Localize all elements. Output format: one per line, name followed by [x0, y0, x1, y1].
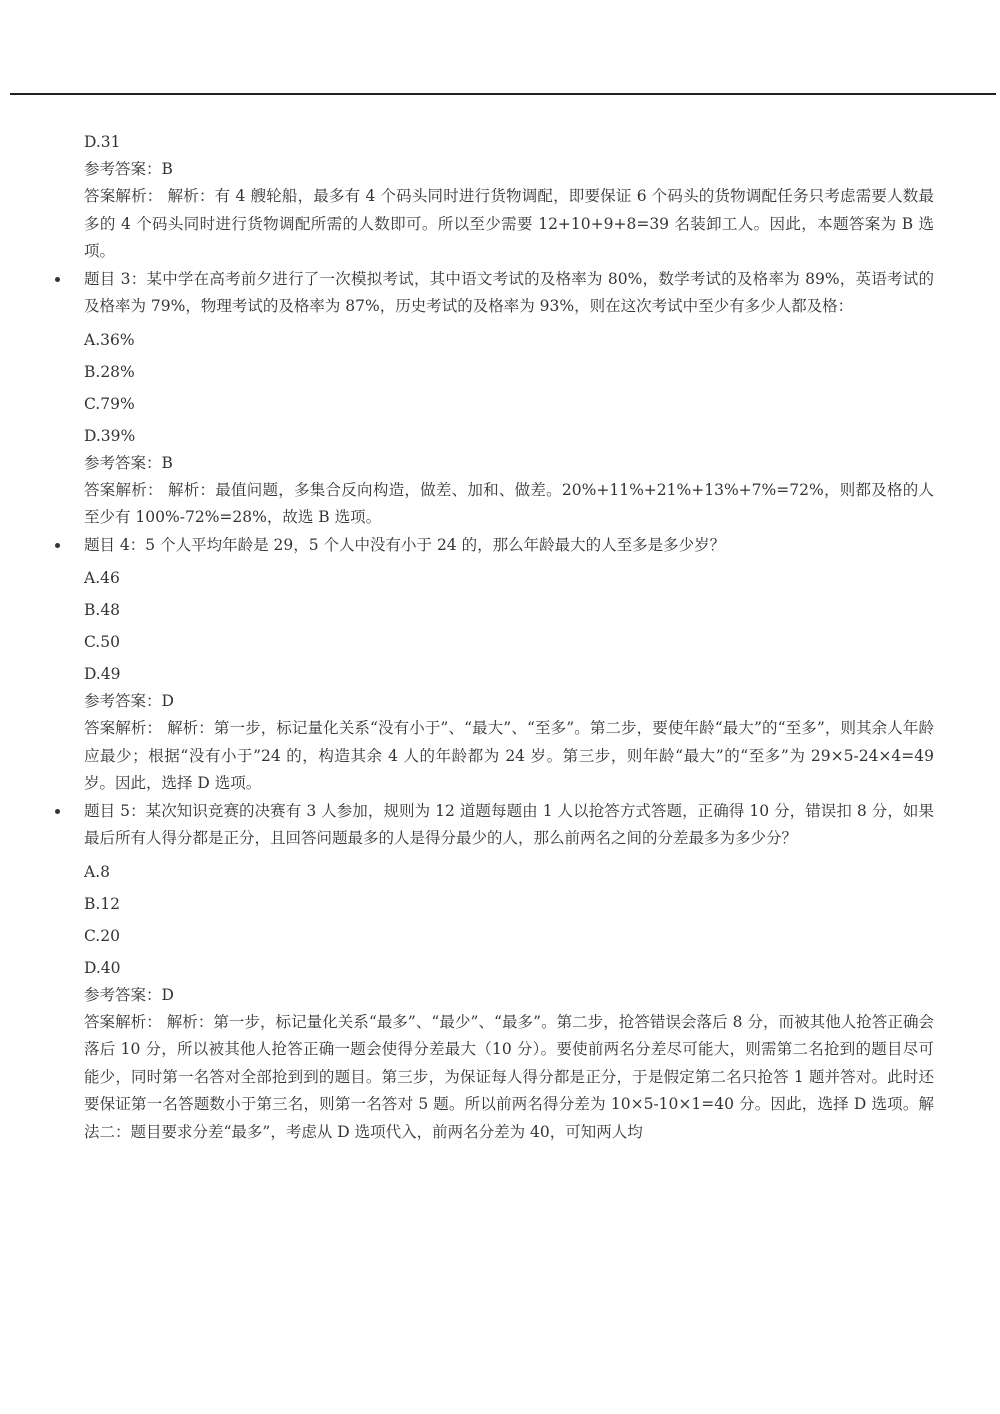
option-c: C.79% [84, 394, 135, 413]
option-a: A.36% [84, 330, 135, 349]
answer: 参考答案：D [84, 985, 174, 1004]
answer: 参考答案：D [84, 692, 174, 710]
analysis: 答案解析： 解析：最值问题，多集合反向构造，做差、加和、做差。20%+11%+21%+13%+7%=72%，则都及格的人至少有 100%-72%=28%，故选 B 选项。 [84, 480, 934, 526]
option-a: A.8 [84, 862, 110, 881]
analysis: 答案解析： 解析：第一步，标记量化关系“没有小于”、“最大”、“至多”。第二步，要使年龄“最大”的“至多”，则其余人年龄应最少；根据“没有小于”24 的，构造其余 4 人的年龄都为 24 岁。第三步，则年龄“最大”的“至多”为 29×5-24×4=49 岁。因此，选择 D 选项。 [84, 719, 934, 792]
option-a: A.46 [84, 569, 120, 587]
analysis: 答案解析： 解析：第一步，标记量化关系“最多”、“最少”、“最多”。第二步，抢答错误会落后 8 分，而被其他人抢答正确会落后 10 分，所以被其他人抢答正确一题会使得分差最大（10 分）。要使前两名分差尽可能大，则需第二名抢到的题目尽可能少，同时第一名答对全部抢到到的题目。第三步，为保证每人得分都是正分，于是假定第二名只抢答 1 题并答对。此时还要保证第一名答题数小于第三名，则第一名答对 5 题。所以前两名得分差为 10×5-10×1=40 分。因此，选择 D 选项。解法二：题目要求分差“最多”，考虑从 D 选项代入，前两名分差为 40，可知两人均 [84, 1012, 934, 1141]
header-rule [10, 93, 996, 95]
option-b: B.28% [84, 362, 135, 381]
question-5 [84, 798, 934, 853]
document-body [84, 129, 934, 1146]
question-4 [84, 532, 934, 560]
question-title: 题目 5：某次知识竞赛的决赛有 3 人参加，规则为 12 道题每题由 1 人以抢答方式答题，正确得 10 分，错误扣 8 分，如果最后所有人得分都是正分，且回答问题最多的人是得分最少的人，那么前两名之间的分差最多为多少分？ [84, 801, 934, 847]
option-c: C.50 [84, 633, 120, 651]
option-b: B.48 [84, 601, 121, 619]
answer: 参考答案：B [84, 453, 173, 472]
question-3 [84, 266, 934, 321]
bullet-icon [55, 809, 60, 814]
bullet-icon [55, 543, 60, 548]
bullet-icon [55, 277, 60, 282]
option-c: C.20 [84, 926, 120, 945]
option-d: D.40 [84, 958, 121, 977]
option-b: B.12 [84, 894, 121, 913]
option-d: D.39% [84, 426, 136, 445]
question-title: 题目 4：5 个人平均年龄是 29，5 个人中没有小于 24 的，那么年龄最大的人至多是多少岁？ [84, 535, 726, 554]
intro-option-d: D.31 [84, 133, 121, 151]
intro-answer: 参考答案：B [84, 160, 173, 178]
intro-analysis: 答案解析： 解析：有 4 艘轮船，最多有 4 个码头同时进行货物调配，即要保证 6 个码头的货物调配任务只考虑需要人数最多的 4 个码头同时进行货物调配所需的人数即可。所以至少需要 12+10+9+8=39 名装卸工人。因此，本题答案为 B 选项。 [84, 187, 934, 260]
option-d: D.49 [84, 665, 121, 683]
question-title: 题目 3：某中学在高考前夕进行了一次模拟考试，其中语文考试的及格率为 80%，数学考试的及格率为 89%，英语考试的及格率为 79%，物理考试的及格率为 87%，历史考试的及格率为 93%，则在这次考试中至少有多少人都及格： [84, 269, 934, 315]
